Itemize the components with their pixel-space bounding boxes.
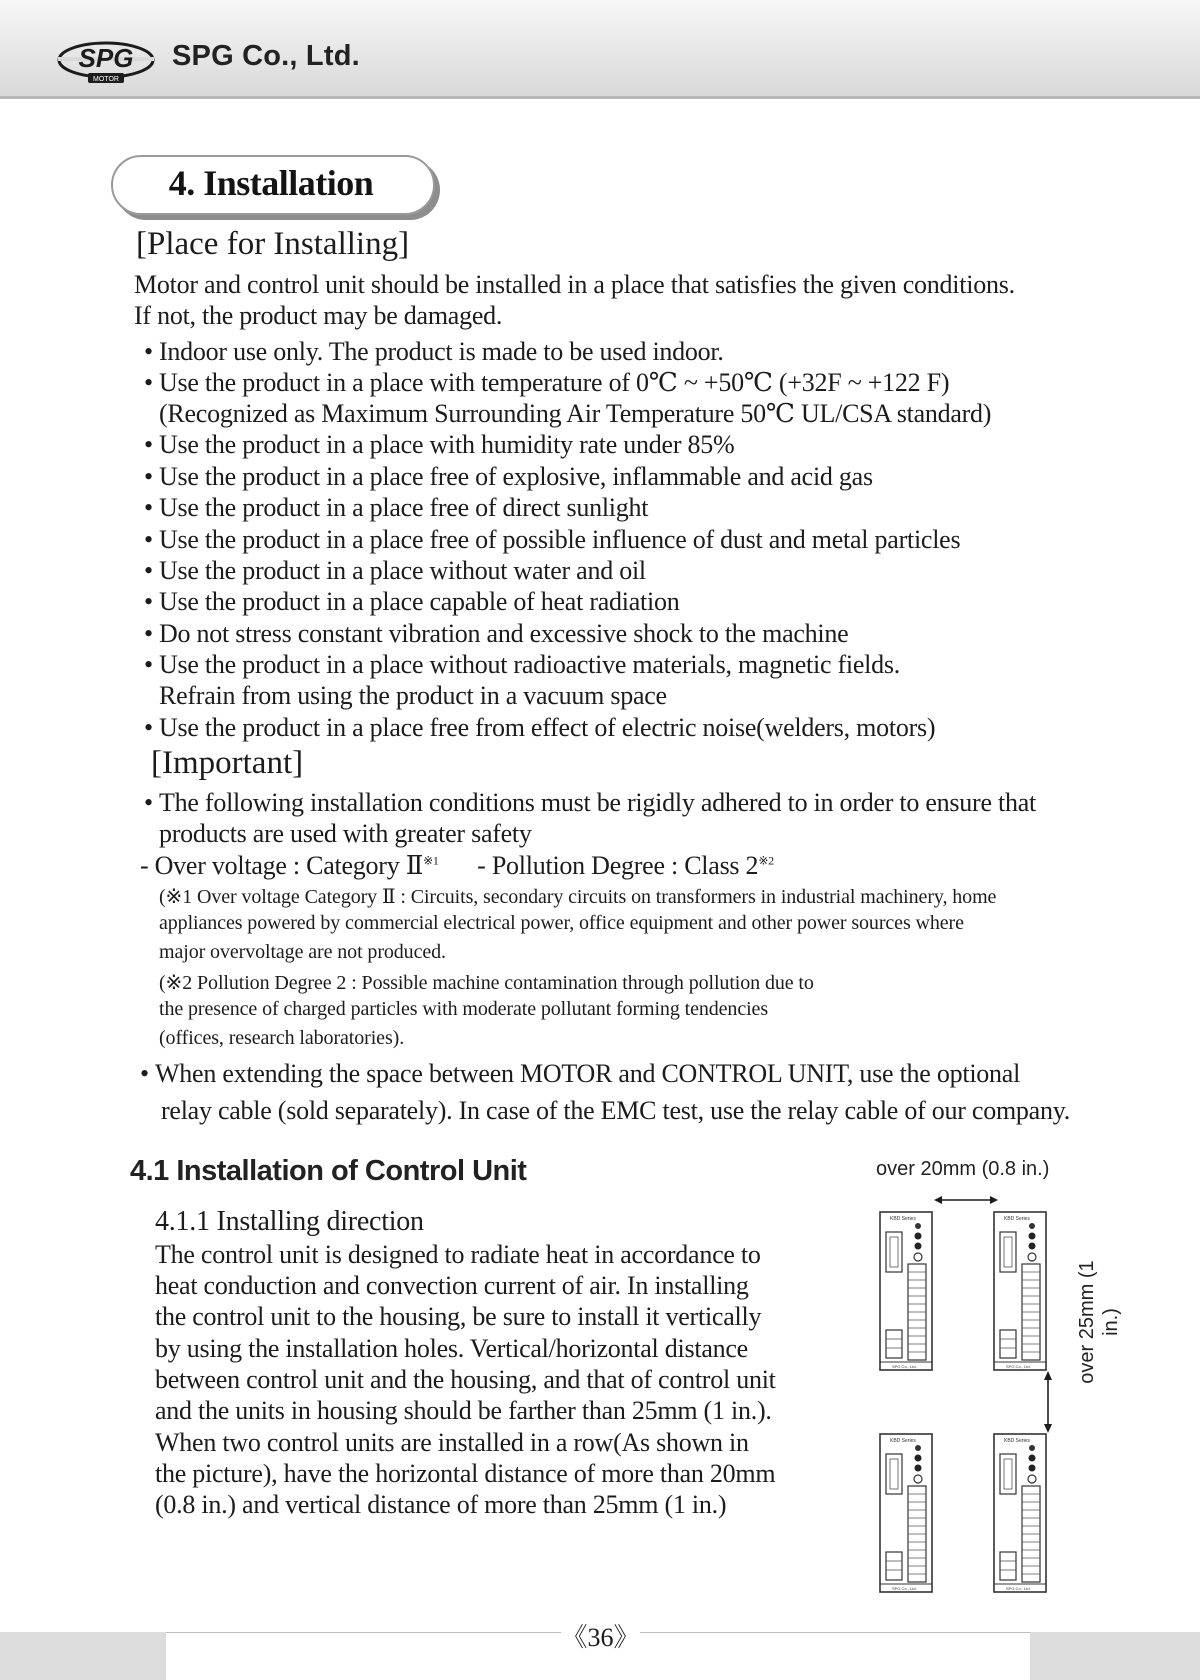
place-bullet-2: • Use the product in a place with temperature of 0℃ ~ +50℃ (+32F ~ +122 F) (144, 368, 950, 397)
paragraph-line-8: the picture), have the horizontal distance of more than 20mm (155, 1459, 776, 1488)
unit-brand: SPG Co., Ltd. (892, 1364, 917, 1369)
paragraph-line-5: between control unit and the housing, and that of control unit (155, 1365, 776, 1394)
paragraph-line-7: When two control units are installed in a row(As shown in (155, 1428, 749, 1457)
important-heading: [Important] (151, 745, 304, 781)
bullet-dot: • (144, 788, 153, 817)
important-bullet-1-continuation: products are used with greater safety (159, 819, 532, 848)
control-unit-installation-diagram (870, 1190, 1070, 1600)
over-voltage-category: - Over voltage : Category Ⅱ (140, 851, 424, 880)
note-line-3: major overvoltage are not produced. (159, 941, 446, 963)
bullet-dot: • (144, 619, 153, 648)
logo-text: SPG (78, 43, 134, 73)
bullet-dot: • (144, 525, 153, 554)
bullet-dot: • (144, 650, 153, 679)
note-2-mark: ※2 (758, 853, 774, 868)
spg-logo (56, 36, 156, 84)
control-unit-bottom-left (880, 1434, 932, 1592)
company-name: SPG Co., Ltd. (172, 40, 360, 72)
footer-band-left (0, 1632, 166, 1680)
vertical-distance-label: over 25mm (1 in.) (1076, 1260, 1122, 1384)
unit-label: KBD Series (1004, 1438, 1030, 1444)
place-bullet-10: • Use the product in a place without radioactive materials, magnetic fields. (144, 650, 901, 679)
bullet-dot: • (144, 368, 153, 397)
place-bullet-6: • Use the product in a place free of possible influence of dust and metal particles (144, 525, 961, 554)
note-line-4: (※2 Pollution Degree 2 : Possible machine contamination through pollution due to (159, 972, 814, 994)
bullet-dot: • (144, 430, 153, 459)
unit-label: KBD Series (1004, 1216, 1030, 1222)
place-bullet-11: • Use the product in a place free from effect of electric noise(welders, motors) (144, 713, 936, 742)
bullet-dot: • (144, 337, 153, 366)
control-unit-top-left (880, 1212, 932, 1370)
note-line-1: (※1 Over voltage Category Ⅱ : Circuits, secondary circuits on transformers in industrial machinery, home (159, 886, 997, 908)
place-bullet-2-continuation: (Recognized as Maximum Surrounding Air Temperature 50℃ UL/CSA standard) (159, 399, 992, 428)
important-bullet-2-continuation: relay cable (sold separately). In case of the EMC test, use the relay cable of our company. (161, 1096, 1071, 1125)
note-line-5: the presence of charged particles with moderate pollutant forming tendencies (159, 998, 769, 1020)
horizontal-distance-arrow (934, 1196, 998, 1204)
bullet-dot: • (144, 462, 153, 491)
place-bullet-4: • Use the product in a place free of explosive, inflammable and acid gas (144, 462, 873, 491)
subsection-title: 4.1 Installation of Control Unit (130, 1155, 527, 1187)
bullet-dot: • (140, 1059, 149, 1088)
place-bullet-9: • Do not stress constant vibration and excessive shock to the machine (144, 619, 849, 648)
unit-brand: SPG Co., Ltd. (1006, 1364, 1031, 1369)
bullet-dot: • (144, 493, 153, 522)
control-unit-bottom-right (994, 1434, 1046, 1592)
pollution-degree: - Pollution Degree : Class 2 (477, 851, 759, 880)
paragraph-line-3: the control unit to the housing, be sure to install it vertically (155, 1302, 762, 1331)
category-line (140, 851, 774, 881)
place-bullet-7: • Use the product in a place without water and oil (144, 556, 646, 585)
important-bullet-2: • When extending the space between MOTOR and CONTROL UNIT, use the optional (140, 1059, 1021, 1088)
logo-subtext: MOTOR (93, 76, 119, 83)
bullet-dot: • (144, 556, 153, 585)
control-unit-top-right (994, 1212, 1046, 1370)
paragraph-line-9: (0.8 in.) and vertical distance of more than 25mm (1 in.) (155, 1490, 727, 1519)
paragraph-line-6: and the units in housing should be farther than 25mm (1 in.). (155, 1396, 772, 1425)
place-bullet-3: • Use the product in a place with humidity rate under 85% (144, 430, 735, 459)
footer-rule-right (640, 1632, 1030, 1633)
installing-direction-title: 4.1.1 Installing direction (155, 1206, 424, 1237)
unit-brand: SPG Co., Ltd. (1006, 1586, 1031, 1591)
place-heading: [Place for Installing] (136, 226, 410, 262)
page-number: 《36》 (561, 1623, 640, 1652)
paragraph-line-1: The control unit is designed to radiate heat in accordance to (155, 1240, 761, 1269)
vertical-distance-arrow (1044, 1371, 1052, 1433)
bullet-dot: • (144, 713, 153, 742)
paragraph-line-2: heat conduction and convection current of air. In installing (155, 1271, 749, 1300)
paragraph-line-4: by using the installation holes. Vertical/horizontal distance (155, 1334, 748, 1363)
place-intro-line-1: Motor and control unit should be installed in a place that satisfies the given conditions. (134, 270, 1015, 299)
place-intro-line-2: If not, the product may be damaged. (134, 301, 503, 330)
note-1-mark: ※1 (423, 853, 439, 868)
unit-label: KBD Series (890, 1438, 916, 1444)
horizontal-distance-label: over 20mm (0.8 in.) (876, 1158, 1050, 1180)
section-title: 4. Installation (168, 163, 374, 203)
footer-band-right (1030, 1632, 1200, 1680)
place-bullet-1: • Indoor use only. The product is made to be used indoor. (144, 337, 724, 366)
bullet-dot: • (144, 587, 153, 616)
unit-brand: SPG Co., Ltd. (892, 1586, 917, 1591)
place-bullet-5: • Use the product in a place free of direct sunlight (144, 493, 649, 522)
place-bullet-8: • Use the product in a place capable of heat radiation (144, 587, 680, 616)
note-line-6: (offices, research laboratories). (159, 1027, 405, 1049)
place-bullet-10-continuation: Refrain from using the product in a vacuum space (159, 681, 667, 710)
footer-rule-left (166, 1632, 561, 1633)
unit-label: KBD Series (890, 1216, 916, 1222)
note-line-2: appliances powered by commercial electrical power, office equipment and other power sources where (159, 912, 964, 934)
important-bullet-1: • The following installation conditions must be rigidly adhered to in order to ensure that (144, 788, 1036, 817)
